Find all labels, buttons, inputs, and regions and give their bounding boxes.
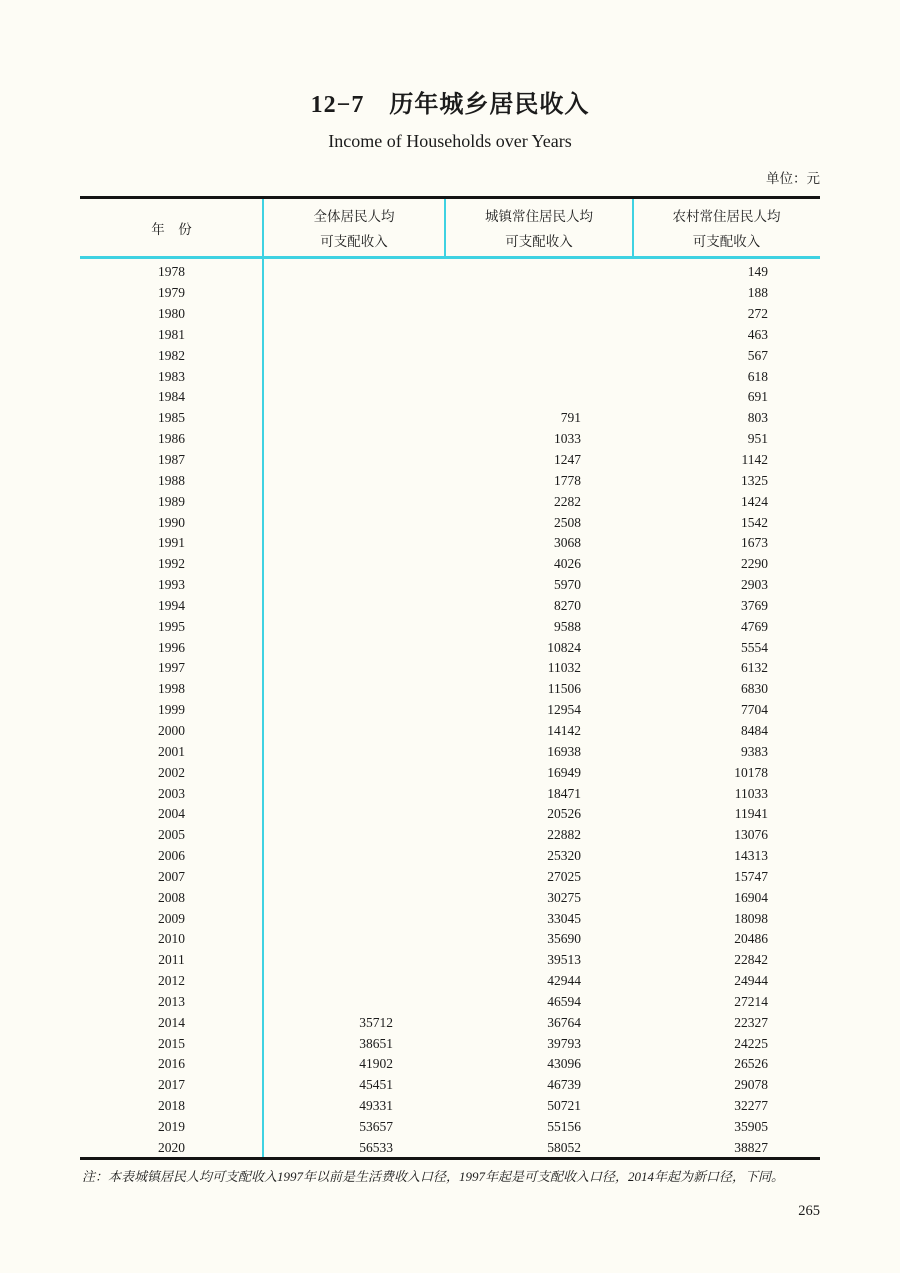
cell-rural: 20486 (734, 931, 768, 947)
table-row (80, 283, 820, 304)
cell-all: 53657 (359, 1119, 393, 1135)
table-row (80, 596, 820, 617)
cell-year: 1982 (158, 347, 185, 363)
table-row (80, 429, 820, 450)
cell-urban: 1247 (554, 452, 581, 468)
cell-year: 1991 (158, 535, 185, 551)
cell-rural: 24225 (734, 1035, 768, 1051)
cell-year: 2009 (158, 910, 185, 926)
cell-rural: 1325 (741, 472, 768, 488)
column-header-label: 可支配收入 (505, 233, 573, 250)
column-header-label: 农村常住居民人均 (672, 209, 781, 226)
cell-urban: 39513 (547, 952, 581, 968)
cell-all: 49331 (359, 1098, 393, 1114)
cell-year: 1999 (158, 702, 185, 718)
cell-all: 35712 (359, 1014, 393, 1030)
cell-all: 38651 (359, 1035, 393, 1051)
cell-rural: 1424 (741, 493, 768, 509)
table-row (80, 491, 820, 512)
cell-urban: 791 (560, 410, 581, 426)
table-row (80, 929, 820, 950)
cell-urban: 27025 (547, 868, 581, 884)
page-title: 12−7 历年城乡居民收入 (310, 92, 590, 118)
cell-year: 2003 (158, 785, 185, 801)
table-header (80, 196, 820, 259)
cell-rural: 26526 (734, 1056, 768, 1072)
cell-urban: 12954 (547, 702, 581, 718)
cell-year: 1985 (158, 410, 185, 426)
cell-urban: 11506 (547, 681, 581, 697)
table-row (80, 1096, 820, 1117)
cell-year: 2006 (158, 848, 185, 864)
column-divider (262, 199, 264, 256)
cell-year: 1979 (158, 285, 185, 301)
cell-rural: 803 (747, 410, 768, 426)
cell-urban: 1033 (554, 431, 581, 447)
cell-rural: 11941 (734, 806, 768, 822)
cell-year: 2012 (158, 973, 185, 989)
cell-year: 2014 (158, 1014, 185, 1030)
table-row (80, 950, 820, 971)
cell-urban: 11032 (547, 660, 581, 676)
cell-rural: 149 (747, 264, 768, 280)
column-header-urban (445, 199, 633, 256)
cell-urban: 20526 (547, 806, 581, 822)
cell-rural: 32277 (734, 1098, 768, 1114)
cell-year: 1995 (158, 618, 185, 634)
cell-rural: 35905 (734, 1119, 768, 1135)
cell-year: 2001 (158, 743, 185, 759)
cell-year: 1987 (158, 452, 185, 468)
cell-rural: 567 (747, 347, 768, 363)
table-row (80, 1012, 820, 1033)
table-row (80, 762, 820, 783)
cell-year: 1989 (158, 493, 185, 509)
column-header-rural (633, 199, 820, 256)
cell-rural: 6132 (741, 660, 768, 676)
cell-year: 2011 (158, 952, 185, 968)
cell-rural: 9383 (741, 743, 768, 759)
table-row (80, 1117, 820, 1138)
column-header-label: 全体居民人均 (313, 209, 395, 226)
column-header-label: 可支配收入 (320, 233, 388, 250)
cell-year: 1996 (158, 639, 185, 655)
cell-year: 2005 (158, 827, 185, 843)
table-body (80, 259, 820, 1160)
cell-rural: 272 (747, 306, 768, 322)
cell-urban: 58052 (547, 1139, 581, 1155)
table-row (80, 846, 820, 867)
cell-rural: 18098 (734, 910, 768, 926)
cell-urban: 46594 (547, 993, 581, 1009)
cell-year: 2019 (158, 1119, 185, 1135)
cell-year: 1978 (158, 264, 185, 280)
cell-urban: 3068 (554, 535, 581, 551)
cell-year: 1986 (158, 431, 185, 447)
table-row (80, 616, 820, 637)
cell-rural: 11033 (734, 785, 768, 801)
cell-all: 56533 (359, 1139, 393, 1155)
table-row (80, 866, 820, 887)
cell-urban: 2508 (554, 514, 581, 530)
cell-urban: 2282 (554, 493, 581, 509)
cell-year: 1984 (158, 389, 185, 405)
cell-urban: 50721 (547, 1098, 581, 1114)
cell-urban: 25320 (547, 848, 581, 864)
cell-rural: 10178 (734, 764, 768, 780)
cell-urban: 30275 (547, 889, 581, 905)
table-row (80, 470, 820, 491)
table-row (80, 345, 820, 366)
table-row (80, 721, 820, 742)
income-table (80, 196, 820, 1160)
table-row (80, 804, 820, 825)
cell-all: 45451 (359, 1077, 393, 1093)
cell-rural: 38827 (734, 1139, 768, 1155)
cell-rural: 188 (747, 285, 768, 301)
cell-year: 2018 (158, 1098, 185, 1114)
table-row (80, 575, 820, 596)
table-row (80, 366, 820, 387)
cell-year: 1983 (158, 368, 185, 384)
cell-all: 41902 (359, 1056, 393, 1072)
column-divider (632, 199, 634, 256)
table-row (80, 1075, 820, 1096)
cell-urban: 16949 (547, 764, 581, 780)
cell-year: 2004 (158, 806, 185, 822)
table-row (80, 908, 820, 929)
cell-urban: 1778 (554, 472, 581, 488)
cell-year: 2013 (158, 993, 185, 1009)
table-row (80, 887, 820, 908)
cell-rural: 2290 (741, 556, 768, 572)
cell-year: 2016 (158, 1056, 185, 1072)
column-header-year (80, 199, 263, 256)
cell-year: 2007 (158, 868, 185, 884)
cell-urban: 42944 (547, 973, 581, 989)
cell-rural: 5554 (741, 639, 768, 655)
cell-year: 2020 (158, 1139, 185, 1155)
cell-urban: 4026 (554, 556, 581, 572)
cell-urban: 14142 (547, 722, 581, 738)
cell-year: 2015 (158, 1035, 185, 1051)
cell-rural: 29078 (734, 1077, 768, 1093)
table-row (80, 1054, 820, 1075)
cell-rural: 1142 (741, 452, 768, 468)
cell-year: 2010 (158, 931, 185, 947)
table-row (80, 658, 820, 679)
cell-rural: 4769 (741, 618, 768, 634)
cell-year: 1992 (158, 556, 185, 572)
cell-urban: 55156 (547, 1119, 581, 1135)
cell-urban: 43096 (547, 1056, 581, 1072)
table-row (80, 637, 820, 658)
cell-urban: 18471 (547, 785, 581, 801)
cell-year: 1994 (158, 597, 185, 613)
table-row (80, 262, 820, 283)
cell-rural: 1673 (741, 535, 768, 551)
table-row (80, 450, 820, 471)
page-subtitle: Income of Households over Years (328, 131, 572, 151)
cell-rural: 7704 (741, 702, 768, 718)
cell-year: 2000 (158, 722, 185, 738)
cell-rural: 6830 (741, 681, 768, 697)
cell-rural: 463 (747, 326, 768, 342)
column-header-label: 可支配收入 (692, 233, 761, 250)
cell-rural: 15747 (734, 868, 768, 884)
cell-rural: 618 (747, 368, 768, 384)
cell-urban: 33045 (547, 910, 581, 926)
cell-rural: 8484 (741, 722, 768, 738)
footnote: 注：本表城镇居民人均可支配收入1997年以前是生活费收入口径，1997年起是可支配收入口径，2014年起为新口径，下同。 (82, 1169, 785, 1184)
table-row (80, 783, 820, 804)
cell-year: 1988 (158, 472, 185, 488)
column-divider (444, 199, 446, 256)
cell-rural: 16904 (734, 889, 768, 905)
cell-year: 1993 (158, 577, 185, 593)
cell-rural: 22327 (734, 1014, 768, 1030)
column-header-label: 年 份 (151, 221, 192, 238)
cell-urban: 22882 (547, 827, 581, 843)
cell-year: 2002 (158, 764, 185, 780)
cell-rural: 951 (747, 431, 768, 447)
cell-urban: 46739 (547, 1077, 581, 1093)
table-row (80, 992, 820, 1013)
cell-year: 1981 (158, 326, 185, 342)
cell-rural: 27214 (734, 993, 768, 1009)
cell-urban: 10824 (547, 639, 581, 655)
cell-year: 2008 (158, 889, 185, 905)
cell-urban: 35690 (547, 931, 581, 947)
table-row (80, 304, 820, 325)
cell-urban: 5970 (554, 577, 581, 593)
table-row (80, 825, 820, 846)
table-row (80, 679, 820, 700)
cell-rural: 1542 (741, 514, 768, 530)
cell-year: 1990 (158, 514, 185, 530)
cell-urban: 16938 (547, 743, 581, 759)
table-row (80, 533, 820, 554)
cell-urban: 9588 (554, 618, 581, 634)
column-header-all-residents (263, 199, 445, 256)
column-header-label: 城镇常住居民人均 (485, 209, 593, 226)
table-row (80, 971, 820, 992)
cell-urban: 39793 (547, 1035, 581, 1051)
table-row (80, 325, 820, 346)
cell-year: 1980 (158, 306, 185, 322)
page-number: 265 (798, 1203, 820, 1219)
table-row (80, 408, 820, 429)
cell-rural: 24944 (734, 973, 768, 989)
cell-rural: 3769 (741, 597, 768, 613)
table-row (80, 554, 820, 575)
cell-rural: 691 (747, 389, 768, 405)
cell-urban: 36764 (547, 1014, 581, 1030)
cell-year: 2017 (158, 1077, 185, 1093)
cell-year: 1998 (158, 681, 185, 697)
cell-year: 1997 (158, 660, 185, 676)
unit-label: 单位：元 (766, 171, 820, 186)
cell-rural: 22842 (734, 952, 768, 968)
cell-rural: 2903 (741, 577, 768, 593)
table-row (80, 1137, 820, 1158)
table-row (80, 387, 820, 408)
cell-urban: 8270 (554, 597, 581, 613)
year-column-divider (262, 259, 264, 1157)
table-row (80, 512, 820, 533)
table-row (80, 1033, 820, 1054)
cell-rural: 14313 (734, 848, 768, 864)
table-row (80, 700, 820, 721)
table-row (80, 741, 820, 762)
cell-rural: 13076 (734, 827, 768, 843)
